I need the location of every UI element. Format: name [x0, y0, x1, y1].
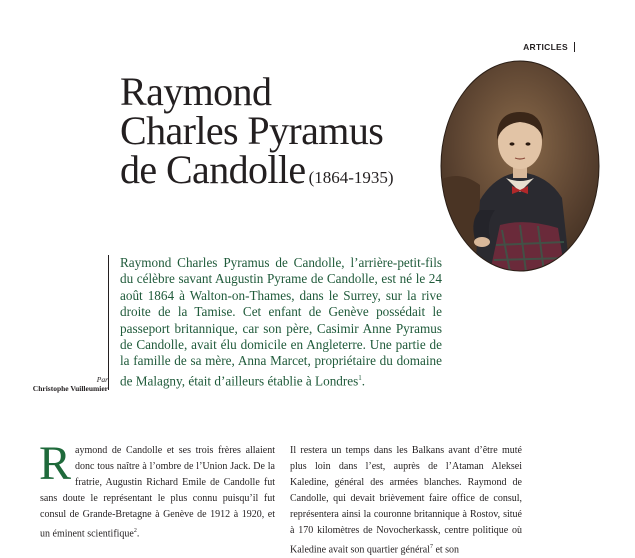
- lede-paragraph: Raymond Charles Pyramus de Candolle, l’arrière-petit-fils du célèbre savant Augustin Pyrame de Candolle, est né le 24 août 1864 à Walton-on-Thames, dans le Surrey, sur la rive droite de la Tamise. Cet enfant de Genève possédait le passeport britannique, car son père, Casimir Anne Pyramus de Candolle, avait élu domicile en Angleterre. Une partie de la famille de sa mère, Anna Marcet, propriétaire du domaine de Malagny, était d’ailleurs établie à Londres$^1$.: [108, 255, 442, 390]
- section-label: ARTICLES: [523, 42, 575, 52]
- author-name: Christophe Vuilleumier: [32, 384, 108, 393]
- drop-cap: R: [39, 437, 72, 490]
- footnote-ref: 7: [429, 544, 433, 550]
- title-line-2: Charles Pyramus: [120, 108, 384, 153]
- body-column-2-text: Il restera un temps dans les Balkans avant d’être muté plus loin dans l’est, auprès de l’Ataman Aleksei Kaledine, général des armées blanches. Raymond de Candolle, qui devait brièvement faire office de consul, représentera ainsi la couronne britannique à Rostov, situé à 170 kilomètres de Novocherkassk, centre politique où Kaledine avait son quartier général: [290, 445, 522, 556]
- article-title: [120, 69, 440, 197]
- body-column-2: [290, 443, 522, 558]
- byline-prefix: Par: [96, 375, 108, 384]
- lede-text: Raymond Charles Pyramus de Candolle, l’arrière-petit-fils du célèbre savant Augustin Pyrame de Candolle, est né le 24 août 1864 à Walton-on-Thames, dans le Surrey, sur la rive droite de la Tamise. Cet enfant de Genève possédait le passeport britannique, car son père, Casimir Anne Pyramus de Candolle, avait élu domicile en Angleterre. Une partie de la famille de sa mère, Anna Marcet, propriétaire du domaine de Malagny, était d’ailleurs établie à Londres: [120, 255, 442, 389]
- body-column-1-text: aymond de Candolle et ses trois frères allaient donc tous naître à l’ombre de l’Union Jack. De la fratrie, Augustin Richard Emile de Candolle fut sans doute le représentant le plus connu puisqu’il fut consul de Grande-Bretagne à Genève de 1912 à 1920, et un éminent scientifique: [40, 445, 275, 540]
- title-line-3: [120, 147, 440, 197]
- body-column-1-tail: .: [136, 528, 140, 540]
- footnote-ref: 1: [358, 373, 362, 382]
- portrait-photo-icon: [440, 60, 600, 272]
- body-column-2-tail: et son: [432, 544, 460, 556]
- byline: [20, 375, 108, 393]
- footnote-ref: 2: [133, 528, 137, 534]
- title-dates: (1864-1935): [308, 168, 394, 187]
- title-line-1: Raymond: [120, 69, 272, 114]
- body-column-1: [39, 437, 275, 542]
- title-line-3-text: de Candolle: [120, 147, 306, 192]
